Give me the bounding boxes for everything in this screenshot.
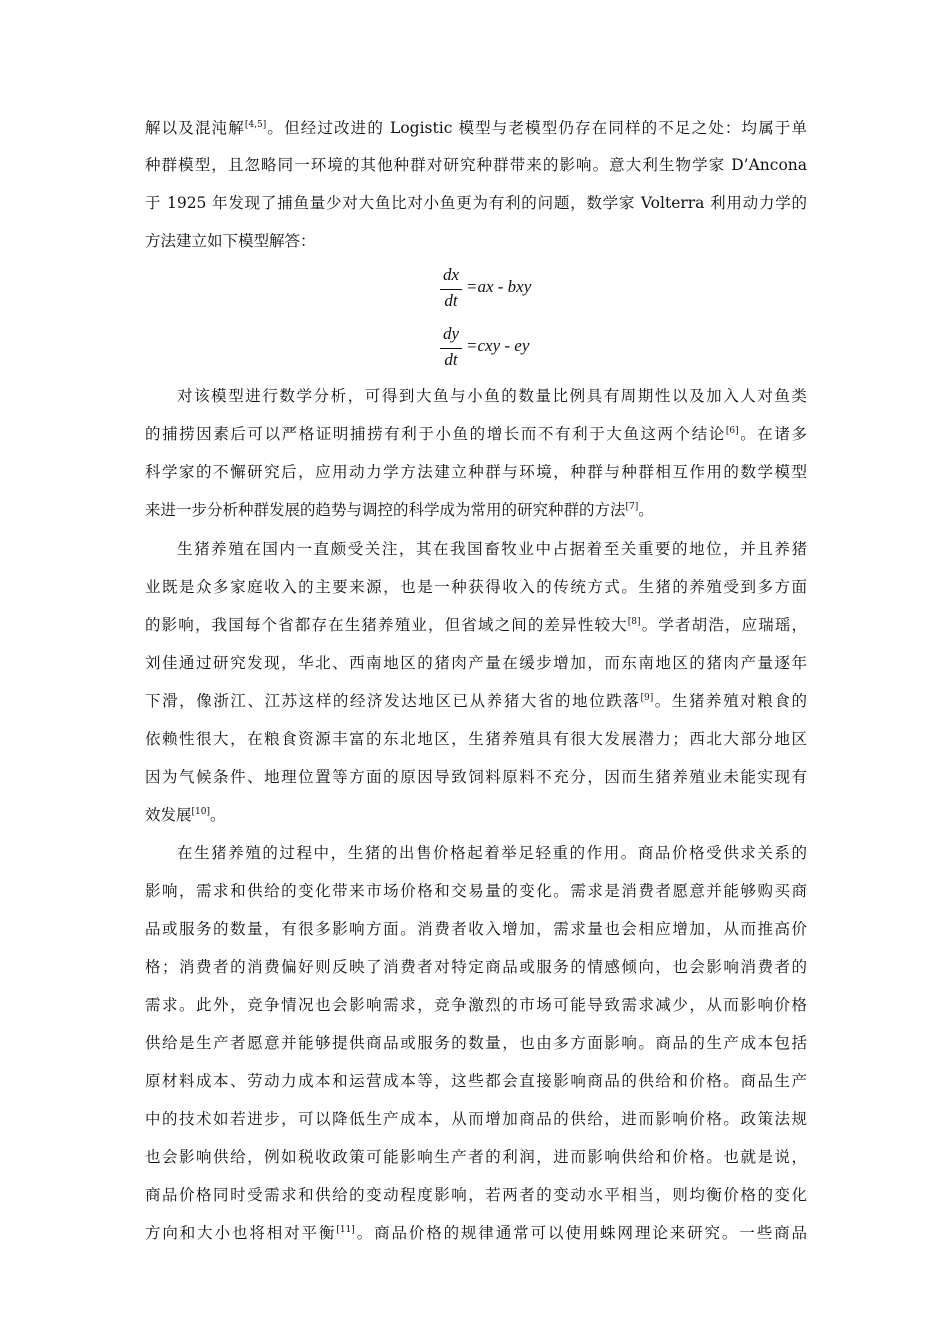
citation-ref: [7] bbox=[625, 502, 639, 512]
citation-ref: [10] bbox=[191, 807, 210, 817]
para3-line7: 因为气候条件、地理位置等方面的原因导致饲料原料不充分，因而生猪养殖业未能实现有 bbox=[145, 768, 807, 786]
para4-line6: 供给是生产者愿意并能够提供商品或服务的数量，也由多方面影响。商品的生产成本包括 bbox=[145, 1034, 807, 1052]
para3-line4: 刘佳通过研究发现，华北、西南地区的猪肉产量在缓步增加，而东南地区的猪肉产量逐年 bbox=[145, 654, 807, 672]
para3-line1: 生猪养殖在国内一直颇受关注，其在我国畜牧业中占据着至关重要的地位，并且养猪 bbox=[177, 540, 807, 558]
fraction-bar bbox=[440, 348, 462, 349]
citation-ref: [8] bbox=[627, 617, 641, 627]
para4-line9: 也会影响供给，例如税收政策可能影响生产者的利润，进而影响供给和价格。也就是说， bbox=[145, 1148, 807, 1166]
para4-line2: 影响，需求和供给的变化带来市场价格和交易量的变化。需求是消费者愿意并能够购买商 bbox=[145, 882, 807, 900]
citation-ref: [11] bbox=[336, 1225, 355, 1235]
fraction-numerator: dy bbox=[442, 324, 460, 343]
para4-line1: 在生猪养殖的过程中，生猪的出售价格起着举足轻重的作用。商品价格受供求关系的 bbox=[177, 844, 807, 862]
citation-ref: [9] bbox=[640, 693, 654, 703]
para4-line8: 中的技术如若进步，可以降低生产成本，从而增加商品的供给，进而影响价格。政策法规 bbox=[145, 1110, 807, 1128]
para3-line2: 业既是众多家庭收入的主要来源，也是一种获得收入的传统方式。生猪的养殖受到多方面 bbox=[145, 578, 807, 596]
para1-line1: 解以及混沌解[4,5]。但经过改进的 Logistic 模型与老模型仍存在同样的不足之处：均属于单 bbox=[145, 119, 807, 137]
fraction-bar bbox=[440, 289, 462, 290]
para3-line8: 效发展[10]。 bbox=[145, 806, 226, 824]
citation-ref: [6] bbox=[725, 426, 739, 436]
para4-line10: 商品价格同时受需求和供给的变动程度影响，若两者的变动水平相当，则均衡价格的变化 bbox=[145, 1186, 807, 1204]
para2-line2: 的捕捞因素后可以严格证明捕捞有利于小鱼的增长而不有利于大鱼这两个结论[6]。在诸多 bbox=[145, 425, 807, 443]
para3-line3: 的影响，我国每个省都存在生猪养殖业，但省域之间的差异性较大[8]。学者胡浩，应瑞瑶， bbox=[145, 616, 807, 634]
para4-line7: 原材料成本、劳动力成本和运营成本等，这些都会直接影响商品的供给和价格。商品生产 bbox=[145, 1072, 807, 1090]
para4-line5: 需求。此外，竞争情况也会影响需求，竞争激烈的市场可能导致需求减少，从而影响价格 bbox=[145, 996, 807, 1014]
para2-line4: 来进一步分析种群发展的趋势与调控的科学成为常用的研究种群的方法[7]。 bbox=[145, 501, 654, 519]
para1-line2: 种群模型，且忽略同一环境的其他种群对研究种群带来的影响。意大利生物学家 D’Ancona bbox=[145, 156, 807, 174]
para2-line3: 科学家的不懈研究后，应用动力学方法建立种群与环境，种群与种群相互作用的数学模型 bbox=[145, 463, 807, 481]
para4-line11: 方向和大小也将相对平衡[11]。商品价格的规律通常可以使用蛛网理论来研究。一些商品 bbox=[145, 1224, 807, 1242]
citation-ref: [4,5] bbox=[244, 120, 267, 130]
para1-line4: 方法建立如下模型解答： bbox=[145, 232, 316, 250]
fraction-denominator: dt bbox=[444, 291, 458, 310]
equation-rhs: =ax - bxy bbox=[466, 277, 532, 296]
para3-line5: 下滑，像浙江、江苏这样的经济发达地区已从养猪大省的地位跌落[9]。生猪养殖对粮食的 bbox=[145, 692, 807, 710]
para3-line6: 依赖性很大，在粮食资源丰富的东北地区，生猪养殖具有很大发展潜力；西北大部分地区 bbox=[145, 730, 807, 748]
para4-line4: 格；消费者的消费偏好则反映了消费者对特定商品或服务的情感倾向，也会影响消费者的 bbox=[145, 958, 807, 976]
fraction-denominator: dt bbox=[444, 350, 458, 369]
fraction-numerator: dx bbox=[442, 265, 460, 284]
para2-line1: 对该模型进行数学分析，可得到大鱼与小鱼的数量比例具有周期性以及加入人对鱼类 bbox=[177, 387, 807, 405]
para4-line3: 品或服务的数量，有很多影响方面。消费者收入增加，需求量也会相应增加，从而推高价 bbox=[145, 920, 807, 938]
equation-rhs: =cxy - ey bbox=[466, 336, 530, 355]
para1-line3: 于 1925 年发现了捕鱼量少对大鱼比对小鱼更为有利的问题，数学家 Volterra 利用动力学的 bbox=[145, 194, 807, 212]
